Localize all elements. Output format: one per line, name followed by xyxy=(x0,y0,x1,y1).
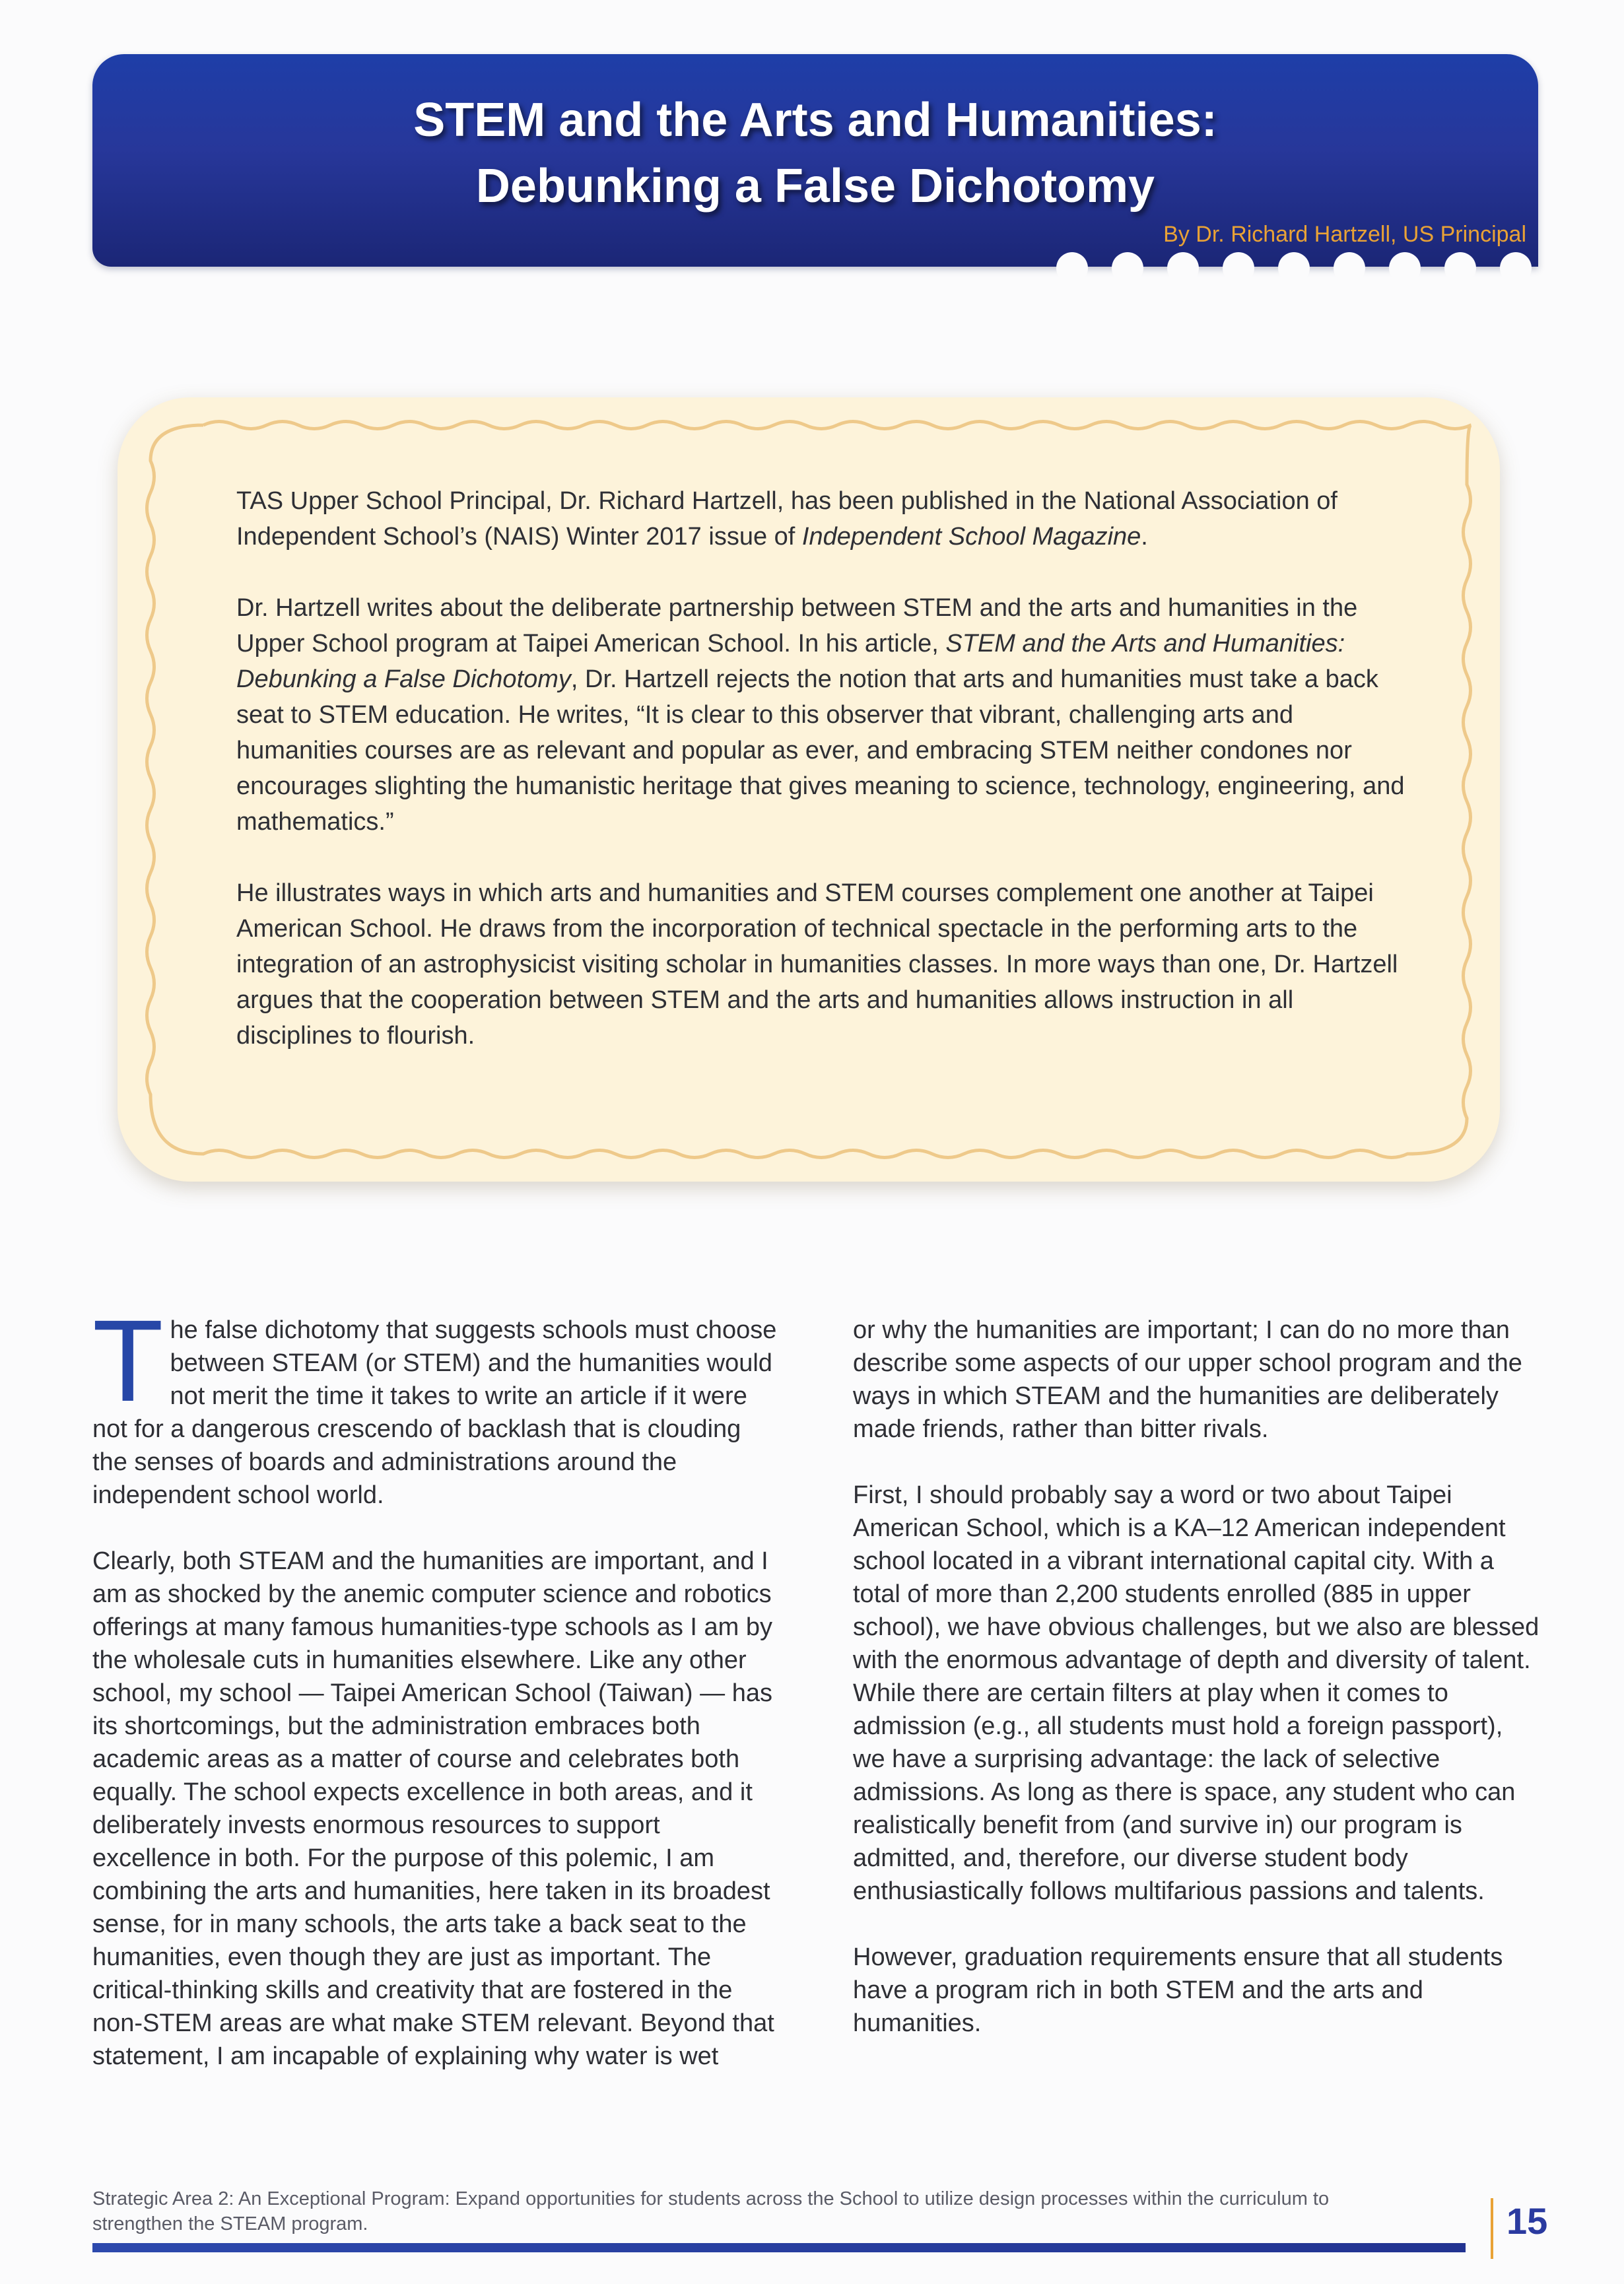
body-paragraph: First, I should probably say a word or two about Taipei American School, which is a KA–12 American independent school located in a vibrant international capital city. With a total of more than 2,200 students enrolled (885 in upper school), we have obvious challenges, but we also are blessed with the enormous advantage of depth and diversity of talent. While there are certain filters at play when it comes to admission (e.g., all students must hold a foreign passport), we have a surprising advantage: the lack of selective admissions. As long as there is space, any student who can realistically benefit from (and survive in) our program is admitted, and, therefore, our diverse student body enthusiastically follows multifarious passions and talents. xyxy=(853,1481,1539,1905)
decorative-dots xyxy=(1056,252,1532,283)
intro-summary-box xyxy=(118,397,1500,1182)
body-paragraph: However, graduation requirements ensure that all students have a program rich in both STEM and the arts and humanities. xyxy=(853,1943,1503,2037)
dot-decoration xyxy=(1334,252,1365,284)
title-line-1: STEM and the Arts and Humanities: xyxy=(413,94,1217,147)
body-column-left xyxy=(92,1296,779,2106)
magazine-title: Independent School Magazine xyxy=(801,523,1141,551)
intro-p2-rest: , Dr. Hartzell rejects the notion that arts and humanities must take a back seat to STEM education. He writes, “It is clear to this observer that vibrant, challenging arts and humanities courses are as relevant and popular as ever, and embracing STEM neither condones nor encourages slighting the humanistic heritage that gives meaning to science, technology, engineering, and mathematics.” xyxy=(236,665,1405,836)
intro-paragraph-2 xyxy=(236,590,1411,840)
body-paragraph xyxy=(92,1296,779,1512)
body-paragraph: Clearly, both STEAM and the humanities are important, and I am as shocked by the anemic computer science and robotics offerings at many famous humanities-type schools as I am by the wholesale cuts in humanities elsewhere. Like any other school, my school — Taipei American School (Taiwan) — has its shortcomings, but the administration embraces both academic areas as a matter of course and celebrates both equally. The school expects excellence in both areas, and it deliberately invests enormous resources to support excellence in both. For the purpose of this polemic, I am combining the arts and humanities, here taken in its broadest sense, for in many schools, the arts take a back seat to the humanities, even though they are just as important. The critical-thinking skills and creativity that are fostered in the non-STEM areas are what make STEM relevant. Beyond that statement, I am incapable of explaining why water is wet xyxy=(92,1547,774,2070)
intro-p1-text: TAS Upper School Principal, Dr. Richard Hartzell, has been published in the National Association of Independent School’s (NAIS) Winter 2017 issue of xyxy=(236,487,1337,551)
body-paragraph: or why the humanities are important; I can do no more than describe some aspects of our upper school program and the ways in which STEAM and the humanities are deliberately made friends, rather than bitter rivals. xyxy=(853,1316,1522,1443)
dot-decoration xyxy=(1389,252,1421,284)
intro-paragraph-1 xyxy=(236,483,1411,554)
intro-p2-text: Dr. Hartzell writes about the deliberate partnership between STEM and the arts and humanities in the Upper School program at Taipei American School. In his article, xyxy=(236,594,1358,657)
dot-decoration xyxy=(1500,252,1532,284)
dot-decoration xyxy=(1278,252,1310,284)
intro-text xyxy=(236,483,1411,1089)
footer-bar xyxy=(92,2243,1466,2252)
dot-decoration xyxy=(1444,252,1476,284)
dot-decoration xyxy=(1223,252,1254,284)
title-banner xyxy=(92,54,1538,267)
dot-decoration xyxy=(1056,252,1088,284)
body-column-right xyxy=(853,1314,1539,2073)
article-title-italic: STEM and the Arts and Humanities: Debunking a False Dichotomy xyxy=(236,630,1345,693)
drop-cap: T xyxy=(92,1296,164,1426)
article-title xyxy=(92,87,1538,219)
intro-p1-end: . xyxy=(1141,523,1148,551)
body-text: he false dichotomy that suggests schools must choose between STEAM (or STEM) and the humanities would not merit the time it takes to write an article if it were not for a dangerous crescendo of backlash that is clouding the senses of boards and administrations around the independent school world. xyxy=(92,1316,777,1509)
page-number: 15 xyxy=(1506,2200,1548,2242)
footer-note: Strategic Area 2: An Exceptional Program: Expand opportunities for students across the School to utilize design processes within the curriculum to strengthen the STEAM program. xyxy=(92,2188,1330,2234)
page-number-separator xyxy=(1491,2198,1493,2259)
dot-decoration xyxy=(1167,252,1199,284)
byline: By Dr. Richard Hartzell, US Principal xyxy=(1163,222,1526,247)
intro-paragraph-3: He illustrates ways in which arts and humanities and STEM courses complement one another at Taipei American School. He draws from the incorporation of technical spectacle in the performing arts to the integration of an astrophysicist visiting scholar in humanities classes. In more ways than one, Dr. Hartzell argues that the cooperation between STEM and the arts and humanities allows instruction in all disciplines to flourish. xyxy=(236,879,1398,1050)
title-line-2: Debunking a False Dichotomy xyxy=(475,160,1155,213)
dot-decoration xyxy=(1112,252,1143,284)
